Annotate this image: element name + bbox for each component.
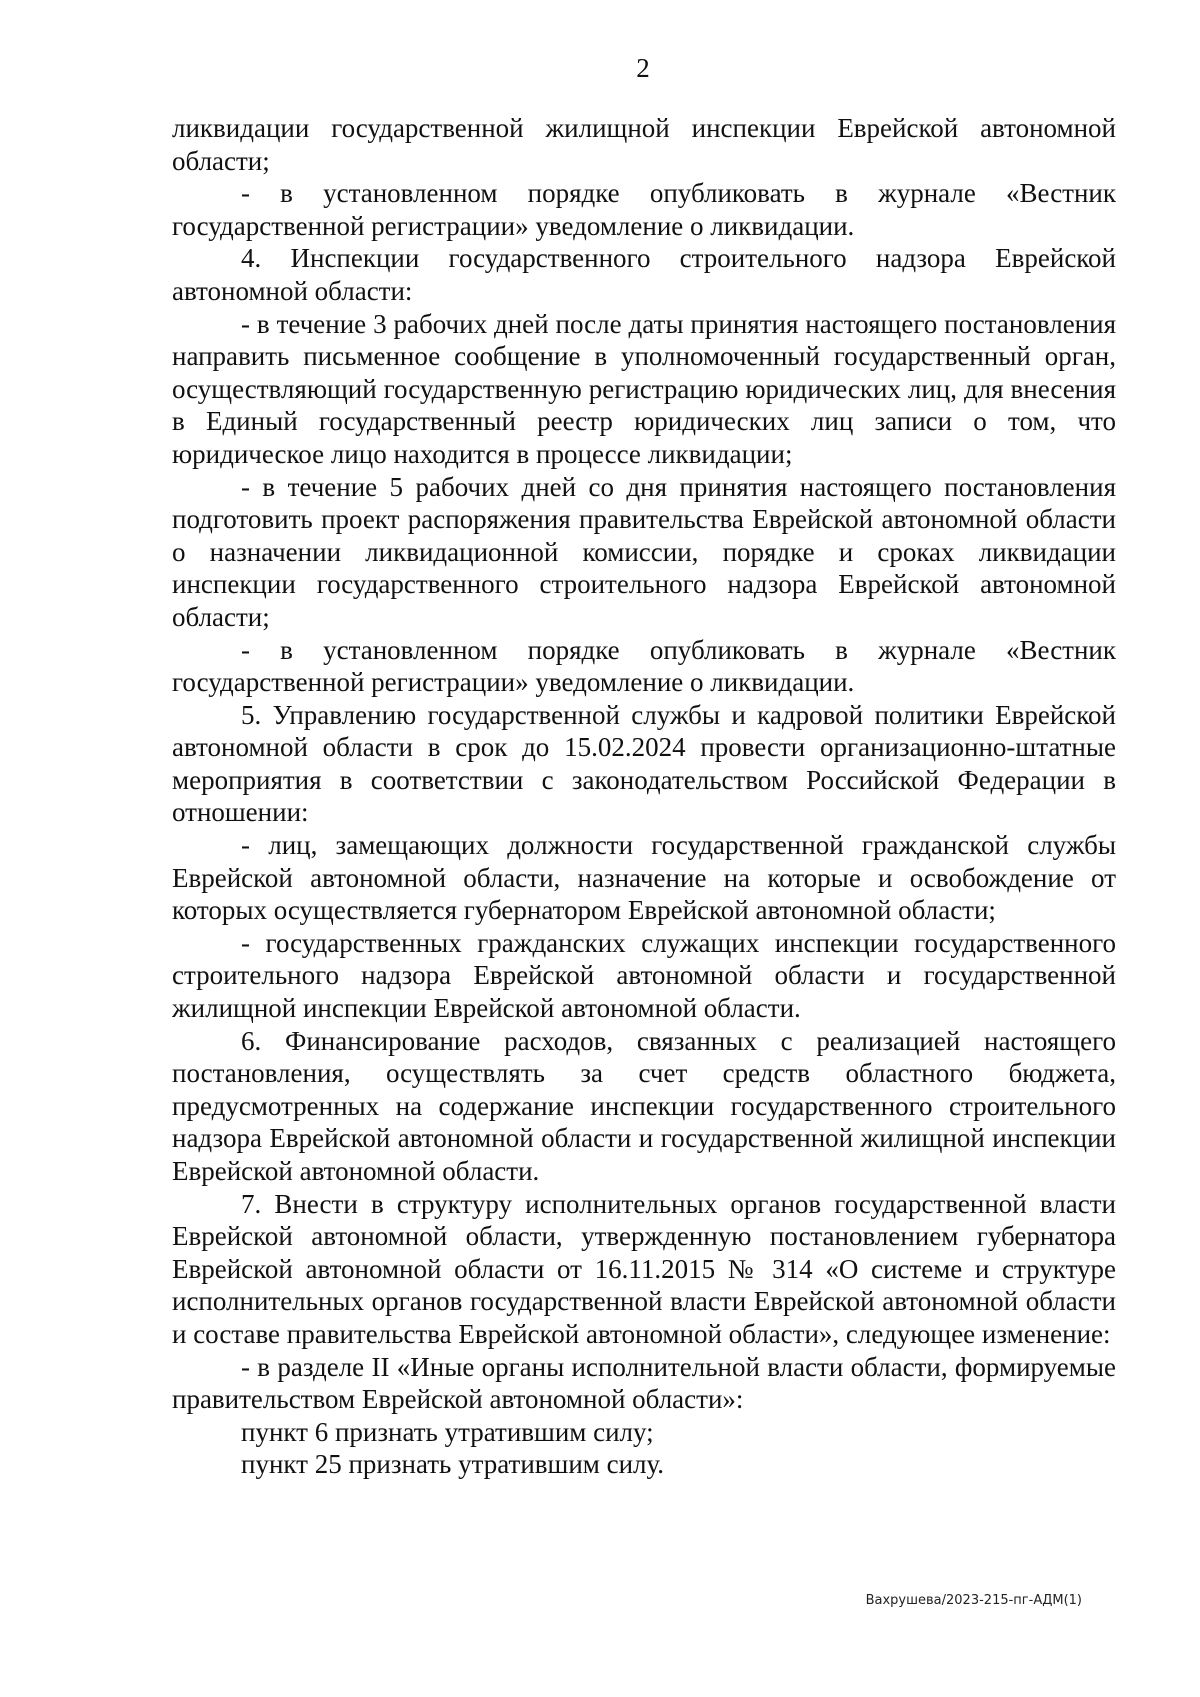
paragraph-liquidation-housing-inspection-end: ликвидации государственной жилищной инспекции Еврейской автономной области; <box>172 113 1116 176</box>
paragraph-item-6: 6. Финансирование расходов, связанных с реализацией настоящего постановления, осуществлять за счет средств областного бюджета, предусмотренных на содержание инспекции государственного строительного надзора Еврейской автономной области и государственной жилищной инспекции Еврейской автономной области. <box>172 1025 1116 1186</box>
paragraph-item-7: 7. Внести в структуру исполнительных органов государственной власти Еврейской автономной области, утвержденную постановлением губернатора Еврейской автономной области от 16.11.2015 № 314 «О системе и структуре исполнительных органов государственной власти Еврейской автономной области и составе правительства Еврейской автономной области», следующее изменение: <box>172 1188 1116 1349</box>
paragraph-item-5: 5. Управлению государственной службы и кадровой политики Еврейской автономной области в срок до 15.02.2024 провести организационно-штатные мероприятия в соответствии с законодательством Российской Федерации в отношении: <box>172 699 1116 828</box>
paragraph-item-4-draft-order: - в течение 5 рабочих дней со дня принятия настоящего постановления подготовить проект распоряжения правительства Еврейской автономной области о назначении ликвидационной комиссии, порядке и сроках ликвидации инспекции государственного строительного надзора Еврейской автономной области; <box>172 471 1116 632</box>
paragraph-item-5-civil-servants: - государственных гражданских служащих инспекции государственного строительного надзора Еврейской автономной области и государственной жилищной инспекции Еврейской автономной области. <box>172 927 1116 1024</box>
document-body <box>172 112 1116 1481</box>
paragraph-item-4-registration-message: - в течение 3 рабочих дней после даты принятия настоящего постановления направить письменное сообщение в уполномоченный государственный орган, осуществляющий государственную регистрацию юридических лиц, для внесения в Единый государственный реестр юридических лиц записи о том, что юридическое лицо находится в процессе ликвидации; <box>172 308 1116 469</box>
paragraph-item-4: 4. Инспекции государственного строительного надзора Еврейской автономной области: <box>172 243 1116 306</box>
paragraph-publish-notice-1: - в установленном порядке опубликовать в журнале «Вестник государственной регистрации» уведомление о ликвидации. <box>172 178 1116 241</box>
paragraph-point-25-void: пункт 25 признать утратившим силу. <box>241 1449 665 1480</box>
paragraph-item-5-governor-appointees: - лиц, замещающих должности государственной гражданской службы Еврейской автономной области, назначение на которые и освобождение от которых осуществляется губернатором Еврейской автономной области; <box>172 830 1116 926</box>
paragraph-item-7-section-ii: - в разделе II «Иные органы исполнительной власти области, формируемые правительством Еврейской автономной области»: <box>172 1351 1116 1415</box>
page-number: 2 <box>636 53 650 83</box>
paragraph-publish-notice-2: - в установленном порядке опубликовать в журнале «Вестник государственной регистрации» уведомление о ликвидации. <box>172 634 1116 698</box>
paragraph-point-6-void: пункт 6 признать утратившим силу; <box>241 1416 654 1447</box>
document-footer-code: Вахрушева/2023-215-пг-АДМ(1) <box>865 1593 1082 1608</box>
